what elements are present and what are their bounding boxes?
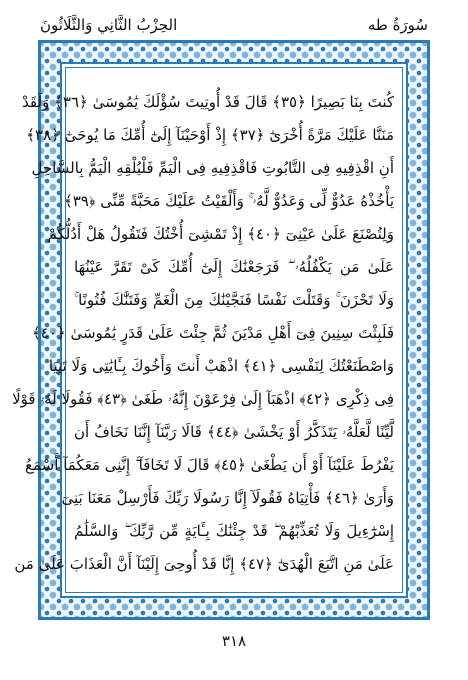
text-line: أَنِ اقْذِفِيهِ فِى التَّابُوتِ فَاقْذِفِيهِ فِى الْيَمِّ فَلْيُلْقِهِ الْيَمُّ بِالسَّاحِلِ	[31, 159, 394, 177]
text-line: وَاصْطَنَعْتُكَ لِنَفْسِى ﴿٤١﴾ اذْهَبْ أَنتَ وَأَخُوكَ بِـَٔايَٰتِى وَلَا تَنِيَا	[48, 357, 394, 375]
page-number: ٣١٨	[221, 632, 247, 650]
text-line: عَلَىٰ مَن يَكْفُلُهُۥ ۖ فَرَجَعْنَٰكَ إِلَىٰٓ أُمِّكَ كَىْ تَقَرَّ عَيْنُهَا	[74, 258, 394, 276]
text-line: يَفْرُطَ عَلَيْنَآ أَوْ أَن يَطْغَىٰ ﴿٤٥﴾ قَالَ لَا تَخَافَآ ۖ إِنَّنِى مَعَكُمَآ أَسْمَعُ	[25, 456, 394, 474]
text-line: وَلَا تَحْزَنَ ۚ وَقَتَلْتَ نَفْسًا فَنَجَّيْنَٰكَ مِنَ الْغَمِّ وَفَتَنَّٰكَ فُتُونًا ۚ	[74, 291, 394, 309]
text-line: إِسْرَٰٓءِيلَ وَلَا تُعَذِّبْهُمْ ۖ قَدْ جِئْنَٰكَ بِـَٔايَةٍ مِّن رَّبِّكَ ۖ وَالسَّلَٰمُ	[74, 522, 394, 540]
text-line: فَلَبِثْتَ سِنِينَ فِىٓ أَهْلِ مَدْيَنَ ثُمَّ جِئْتَ عَلَىٰ قَدَرٍ يَٰمُوسَىٰ ﴿٤٠﴾	[31, 324, 394, 342]
text-line: كُنتَ بِنَا بَصِيرًا ﴿٣٥﴾ قَالَ قَدْ أُوتِيتَ سُؤْلَكَ يَٰمُوسَىٰ ﴿٣٦﴾ وَلَقَدْ	[22, 93, 394, 111]
text-line: وَأَرَىٰ ﴿٤٦﴾ فَأْتِيَاهُ فَقُولَآ إِنَّا رَسُولَا رَبِّكَ فَأَرْسِلْ مَعَنَا بَنِىٓ	[61, 489, 394, 507]
surah-title: سُورَةُ طه	[367, 16, 428, 34]
text-line: وَلِتُصْنَعَ عَلَىٰ عَيْنِىٓ ﴿٤٠﴾ إِذْ تَمْشِىٓ أُخْتُكَ فَتَقُولُ هَلْ أَدُلُّكُمْ	[47, 225, 394, 243]
page-header	[40, 14, 428, 36]
text-panel	[12, 62, 408, 598]
text-line: لَّيِّنًا لَّعَلَّهُۥ يَتَذَكَّرُ أَوْ يَخْشَىٰ ﴿٤٤﴾ قَالَا رَبَّنَآ إِنَّنَا نَخَافُ أَن	[74, 423, 394, 441]
text-line: فِى ذِكْرِى ﴿٤٢﴾ اذْهَبَآ إِلَىٰ فِرْعَوْنَ إِنَّهُۥ طَغَىٰ ﴿٤٣﴾ فَقُولَا لَهُۥ قَوْلًا	[12, 390, 394, 408]
text-line: عَلَىٰ مَنِ اتَّبَعَ الْهُدَىٰٓ ﴿٤٧﴾ إِنَّا قَدْ أُوحِىَ إِلَيْنَآ أَنَّ الْعَذَابَ عَلَىٰ مَن	[14, 555, 394, 573]
text-line: مَنَنَّا عَلَيْكَ مَرَّةً أُخْرَىٰٓ ﴿٣٧﴾ إِذْ أَوْحَيْنَآ إِلَىٰٓ أُمِّكَ مَا يُوحَىٰٓ ﴿٣٨﴾	[26, 126, 394, 144]
text-line: يَأْخُذْهُ عَدُوٌّ لِّى وَعَدُوٌّ لَّهُۥ ۚ وَأَلْقَيْتُ عَلَيْكَ مَحَبَّةً مِّنِّى ﴿٣٩﴾	[63, 192, 394, 210]
quran-text	[12, 86, 394, 581]
page-frame	[12, 40, 430, 620]
hizb-title: الحِزْبُ الثَّانِي وَالثَّلَاثُونَ	[40, 16, 178, 34]
